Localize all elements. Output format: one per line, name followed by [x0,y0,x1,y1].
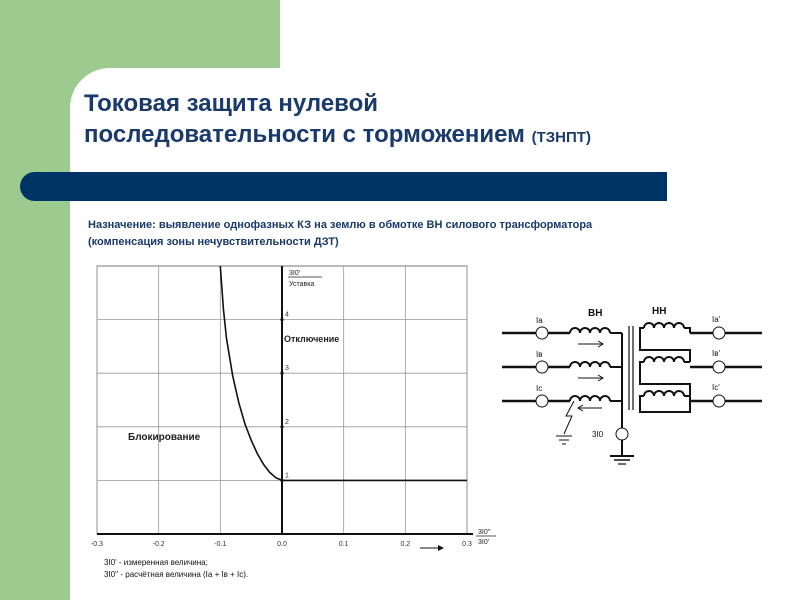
x-tick-label: 0.2 [400,541,411,548]
purpose-text [88,217,748,251]
y-axis-label-bottom: Уставка [289,281,315,288]
y-tick-dot [280,372,283,375]
slide-title [84,88,784,153]
ct-b-icon [536,361,548,373]
title-line2: последовательности с торможением [84,121,525,148]
label-ia: Ia [536,316,543,325]
arrow-a [578,341,603,347]
transformer-diagram [500,298,770,468]
label-hv: ВН [588,308,603,319]
purpose-line1: Назначение: выявление однофазных КЗ на землю в обмотке ВН силового трансформатора [88,219,593,231]
y-tick-dot [280,318,283,321]
y-tick-label: 3 [285,365,289,373]
chart-axes [97,266,473,534]
hv-coil-c [570,396,610,401]
x-tick-label: 0.0 [277,541,287,548]
y-tick-label: 4 [285,311,289,319]
label-ia2: Ia' [712,315,721,324]
arrow-c [578,405,602,411]
label-ic: Ic [536,384,543,393]
x-tick-label: -0.3 [90,541,104,548]
arrow-b [578,375,603,381]
ct-b2-icon [713,361,725,373]
y-tick-label: 2 [285,418,289,426]
ct-c-icon [536,395,548,407]
lv-coil-c [644,391,684,396]
fault-ground-icon [556,436,572,444]
x-axis-label-bottom: 3I0' [478,539,490,546]
label-ib2: Iв' [712,349,720,358]
legend-line2: 3I0'' - расчётная величина (Ia + Iв + Ic). [104,570,249,579]
fault-lightning-icon [564,401,574,434]
y-tick-dot [280,425,283,428]
x-axis-label-top: 3I0'' [478,529,491,536]
x-tick-label: -0.2 [152,541,165,548]
label-ib: Iв [536,350,543,359]
x-tick-label: 0.3 [462,541,472,548]
ct-neutral-icon [616,428,628,440]
region-trip-label: Отключение [284,334,340,344]
lv-coil-b [644,357,684,362]
lv-delta-connection [640,328,690,412]
title-line1: Токовая защита нулевой [84,90,379,117]
purpose-line2: (компенсация зоны нечувствительности ДЗТ) [88,236,339,248]
label-lv: НН [652,306,667,317]
x-direction-arrowhead [438,545,444,551]
label-ic2: Ic' [712,383,720,392]
ct-a2-icon [713,327,725,339]
legend-line1: 3I0' - измеренная величина; [104,558,208,567]
label-3i0: 3I0 [592,430,604,439]
title-divider-bar [20,172,667,201]
x-tick-label: 0.1 [338,541,349,548]
chart-legend [104,557,248,581]
lv-coil-a [644,323,684,328]
hv-coil-b [570,362,610,367]
y-tick-label: 1 [285,472,289,480]
hv-coil-a [570,328,610,333]
ct-a-icon [536,327,548,339]
y-axis-label-top: 3I0' [289,270,301,277]
x-tick-label: -0.1 [214,541,227,548]
characteristic-chart [90,258,500,558]
title-abbrev: (ТЗНПТ) [531,129,591,146]
ct-c2-icon [713,395,725,407]
region-block-label: Блокирование [128,432,201,443]
